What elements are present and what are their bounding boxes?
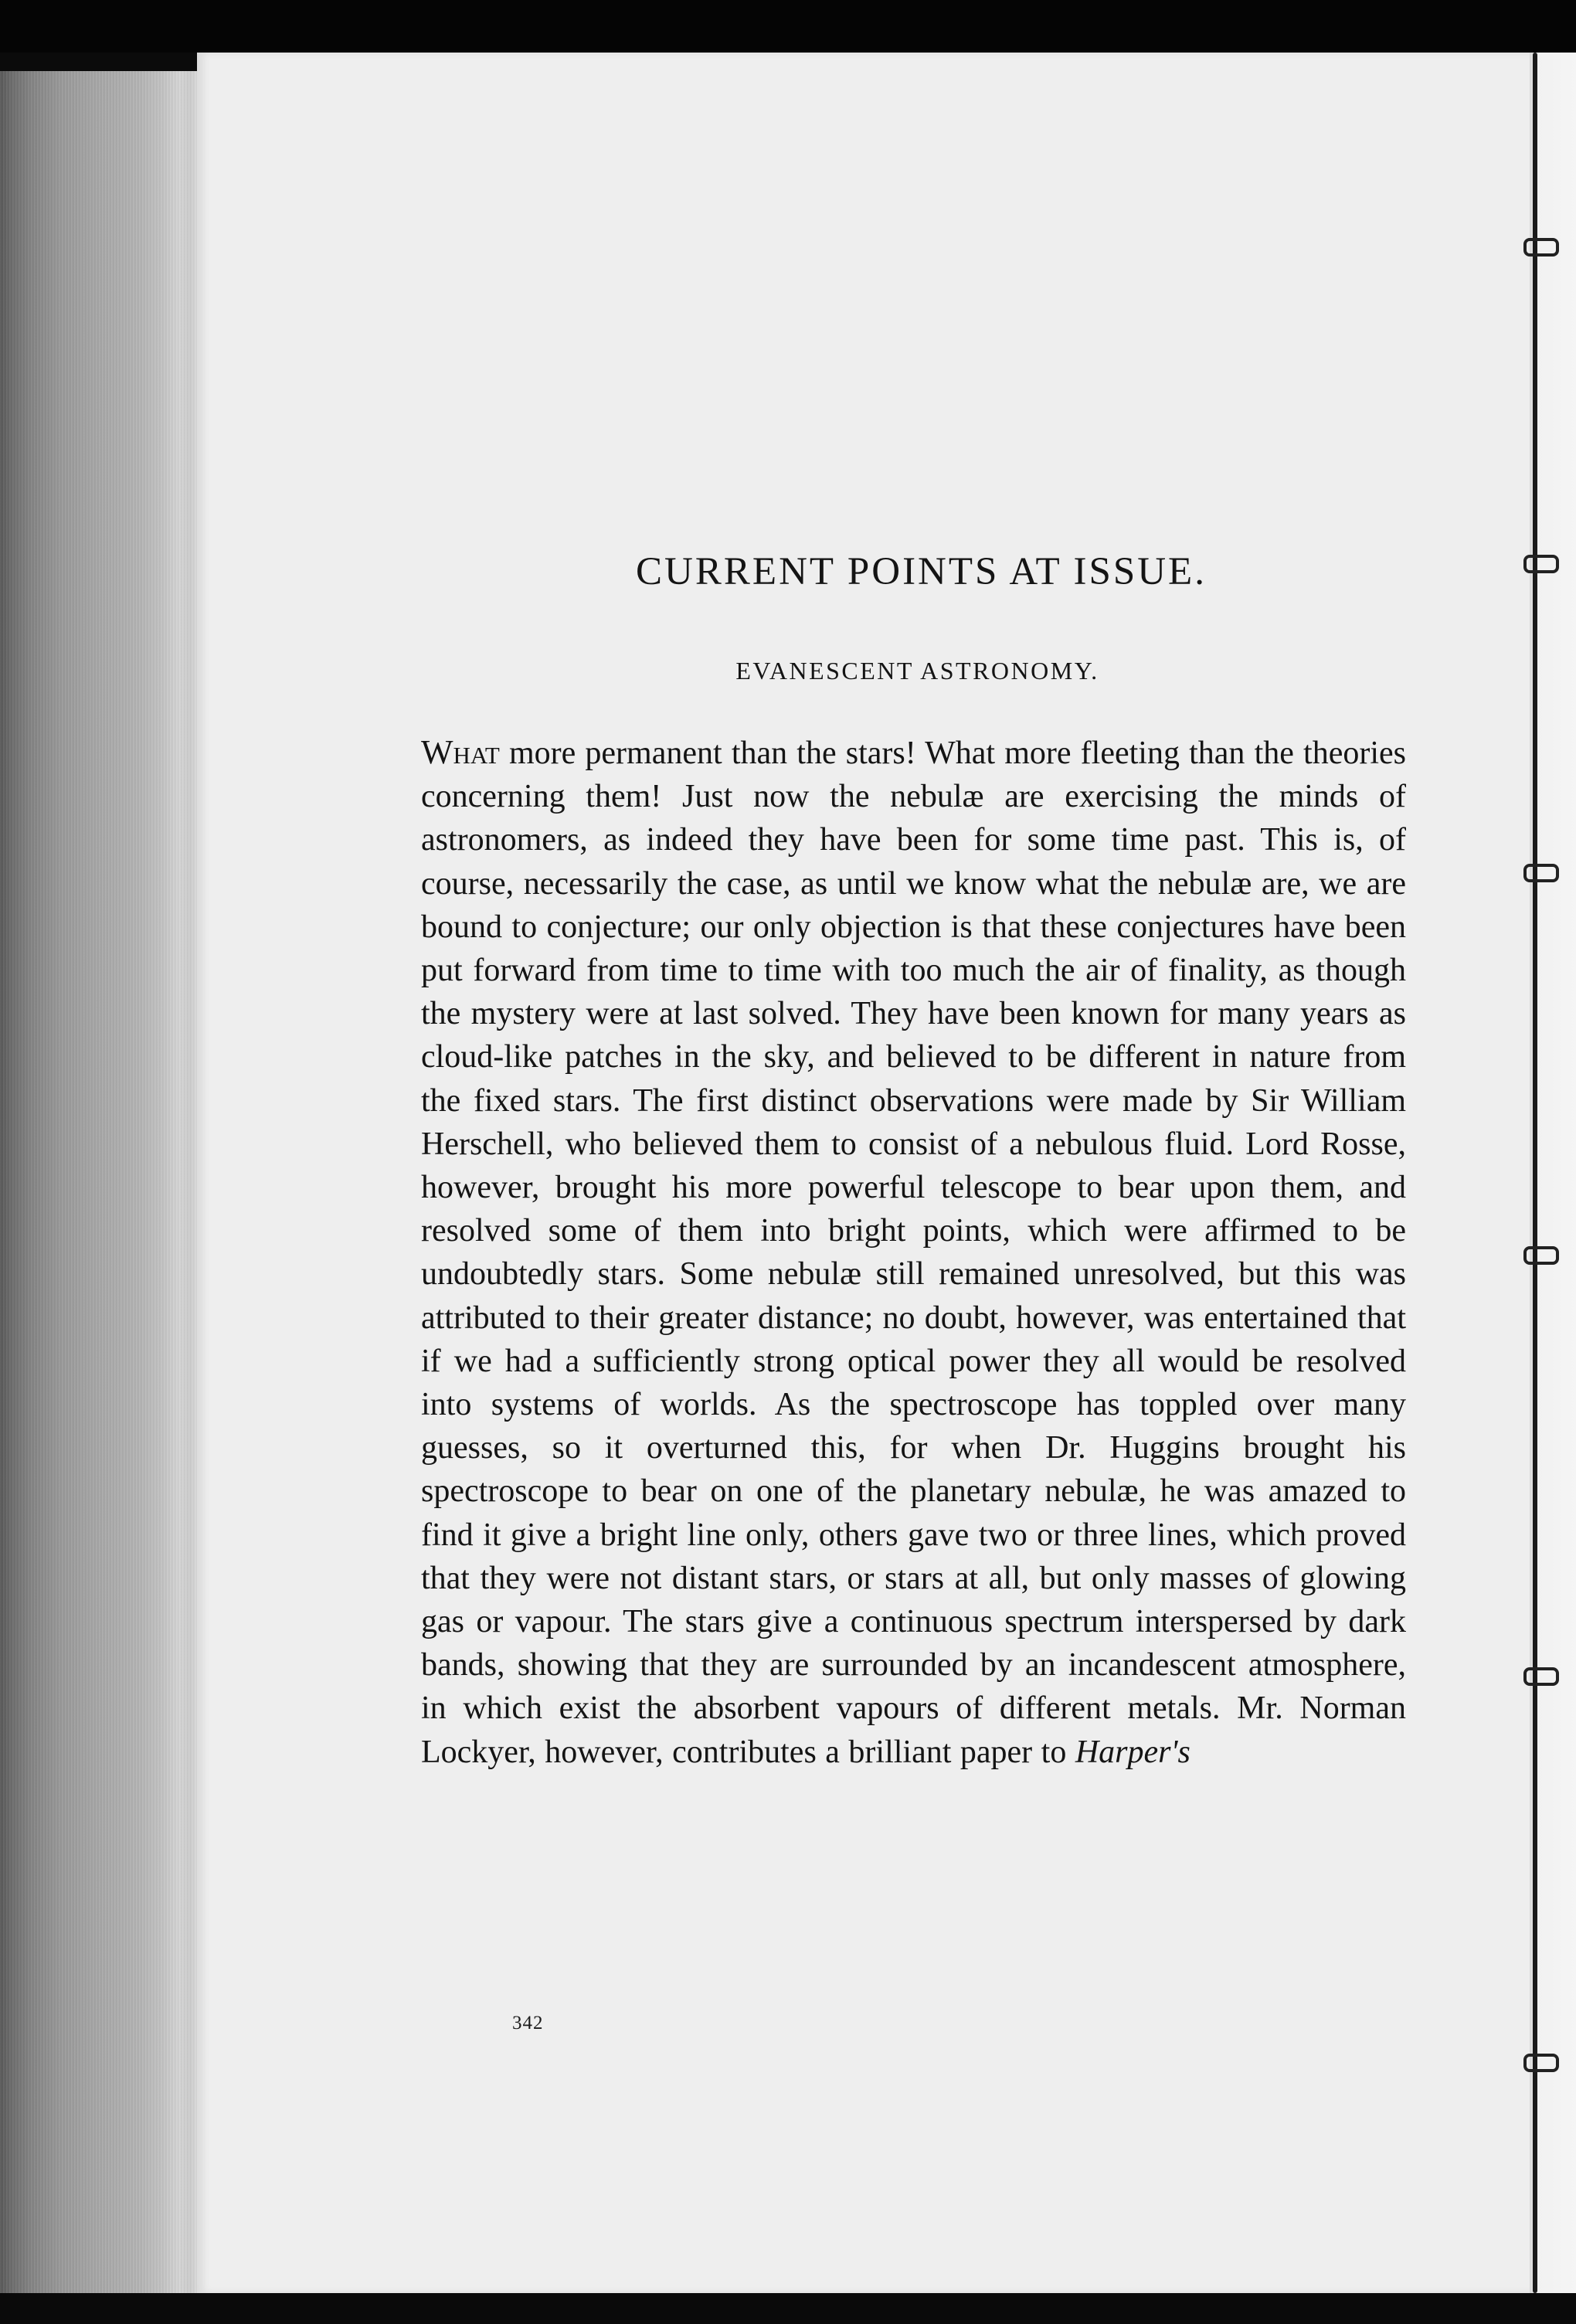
page-number: 342 [512,2013,544,2034]
scan-top-border [0,0,1576,53]
body-paragraph: more permanent than the stars! What more fleeting than the theories concerning them! Just now the nebulæ are exercising the minds of astronomers, as indeed they have been for some time past. This is, of course, necessarily the case, as until we know what the nebulæ are, we are bound to conjecture; our only objection is that these conjectures have been put forward from time to time with too much the air of finality, as though the mystery were at last solved. They have been known for many years as cloud-like patches in the sky, and believed to be different in nature from the fixed stars. The first distinct observations were made by Sir William Herschell, who believed them to consist of a nebulous fluid. Lord Rosse, however, brought his more powerful telescope to bear upon them, and resolved some of them into bright points, which were affirmed to be undoubtedly stars. Some nebulæ still remained unresolved, but this was attributed to their greater distance; no doubt, however, was entertained that if we had a sufficiently strong optical power they all would be resolved into systems of worlds. As the spectroscope has toppled over many guesses, so it overturned this, for when Dr. Huggins brought his spectroscope to bear on one of the planetary nebulæ, he was amazed to find it give a bright line only, others gave two or three lines, which proved that they were not distant stars, or stars at all, but only masses of glowing gas or vapour. The stars give a continuous spectrum interspersed by dark bands, showing that they are surrounded by an incandescent atmosphere, in which exist the absorbent vapours of different metals. Mr. Norman Lockyer, however, contributes a brilliant paper to [421,736,1406,1770]
binding-clip-icon [1523,2054,1559,2072]
binding-clip-icon [1523,864,1559,882]
journal-name: Harper's [1075,1734,1190,1770]
binding-clip-icon [1523,1246,1559,1265]
binding-clip-icon [1523,555,1559,573]
binding-clip-icon [1523,238,1559,257]
article-title: EVANESCENT ASTRONOMY. [735,657,1099,685]
binding-clip-icon [1523,1667,1559,1686]
drop-lead-word: What [421,733,500,771]
binding-strap [1530,53,1576,2293]
article [421,552,1406,1774]
binding-cord [1533,53,1537,2293]
book-page-edges [0,71,202,2296]
scan-bottom-border [0,2293,1576,2324]
section-title: CURRENT POINTS AT ISSUE. [636,550,1207,593]
article-body [421,731,1406,1774]
